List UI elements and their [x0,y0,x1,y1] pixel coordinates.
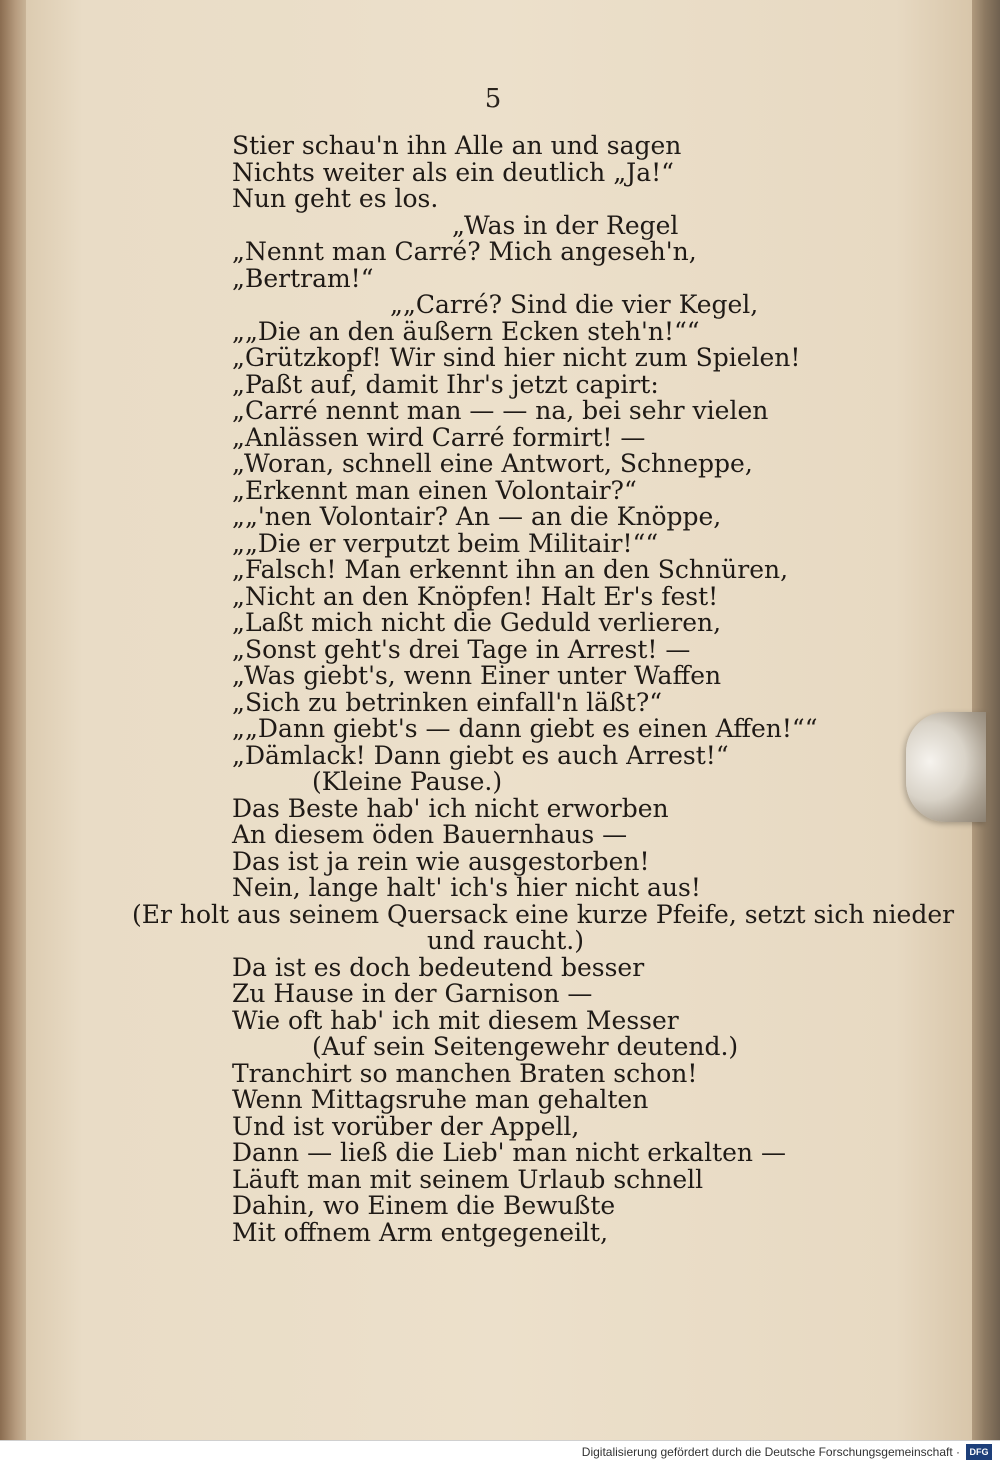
text-line: An diesem öden Bauernhaus — [232,820,628,849]
dfg-logo-icon: DFG [966,1444,992,1460]
text-line: „„Dann giebt's — dann giebt es einen Affen!““ [232,714,818,743]
text-line: Das ist ja rein wie ausgestorben! [232,846,650,876]
text-line: „Was giebt's, wenn Einer unter Waffen [232,661,722,690]
text-line: Mit offnem Arm entgegeneilt, [232,1217,609,1247]
text-line: Tranchirt so manchen Braten schon! [232,1058,698,1088]
text-line: „„Carré? Sind die vier Kegel, [390,290,759,319]
text-line: Dann — ließ die Lieb' man nicht erkalten — [232,1138,786,1167]
text-line: „„Die an den äußern Ecken steh'n!““ [232,316,700,346]
text-line: „Grützkopf! Wir sind hier nicht zum Spielen! [232,343,801,372]
text-line: Stier schau'n ihn Alle an und sagen [232,131,682,160]
text-line: Wenn Mittagsruhe man gehalten [232,1085,649,1114]
text-line: (Auf sein Seitengewehr deutend.) [312,1032,739,1061]
text-line: (Er holt aus seinem Quersack eine kurze Pfeife, setzt sich nieder [132,899,955,929]
text-line: „Carré nennt man — — na, bei sehr vielen [232,396,769,425]
text-line: Nichts weiter als ein deutlich „Ja!“ [232,157,674,187]
text-line: „Nennt man Carré? Mich angeseh'n, [232,237,697,266]
text-line: und raucht.) [427,926,584,955]
text-line: „Nicht an den Knöpfen! Halt Er's fest! [232,581,719,611]
text-line: Läuft man mit seinem Urlaub schnell [232,1164,704,1194]
verse-text [132,131,955,1247]
text-line: Nein, lange halt' ich's hier nicht aus! [232,873,701,902]
text-line: Und ist vorüber der Appell, [232,1111,580,1141]
text-line: Das Beste hab' ich nicht erworben [232,793,669,823]
text-line: „Sich zu betrinken einfall'n läßt?“ [232,687,663,717]
text-line: „Sonst geht's drei Tage in Arrest! — [232,634,691,664]
text-line: Da ist es doch bedeutend besser [232,952,645,982]
text-line: Nun geht es los. [232,184,439,213]
text-line: „„Die er verputzt beim Militair!““ [232,528,659,558]
text-line: „Anlässen wird Carré formirt! — [232,422,646,452]
text-line: (Kleine Pause.) [312,767,503,796]
text-line: „Laßt mich nicht die Geduld verlieren, [232,608,722,637]
text-line: „Was in der Regel [452,210,679,240]
text-line: „Dämlack! Dann giebt es auch Arrest!“ [232,740,729,770]
text-line: Wie oft hab' ich mit diesem Messer [232,1005,679,1035]
text-line: „Paßt auf, damit Ihr's jetzt capirt: [232,369,659,399]
scanner-thumb-clip [906,712,986,822]
text-line: „„'nen Volontair? An — an die Knöppe, [232,502,722,531]
text-line: Zu Hause in der Garnison — [232,979,593,1008]
text-line: „Falsch! Man erkennt ihn an den Schnüren, [232,555,789,584]
text-line: „Erkennt man einen Volontair?“ [232,475,637,505]
footer-bar [0,1440,1000,1465]
binding-edge [0,0,26,1440]
funding-credit: Digitalisierung gefördert durch die Deutsche Forschungsgemeinschaft · [581,1445,960,1459]
page-number: 5 [484,84,502,114]
text-line: „Bertram!“ [232,263,374,293]
text-line: Dahin, wo Einem die Bewußte [232,1191,616,1220]
text-line: „Woran, schnell eine Antwort, Schneppe, [232,449,753,478]
